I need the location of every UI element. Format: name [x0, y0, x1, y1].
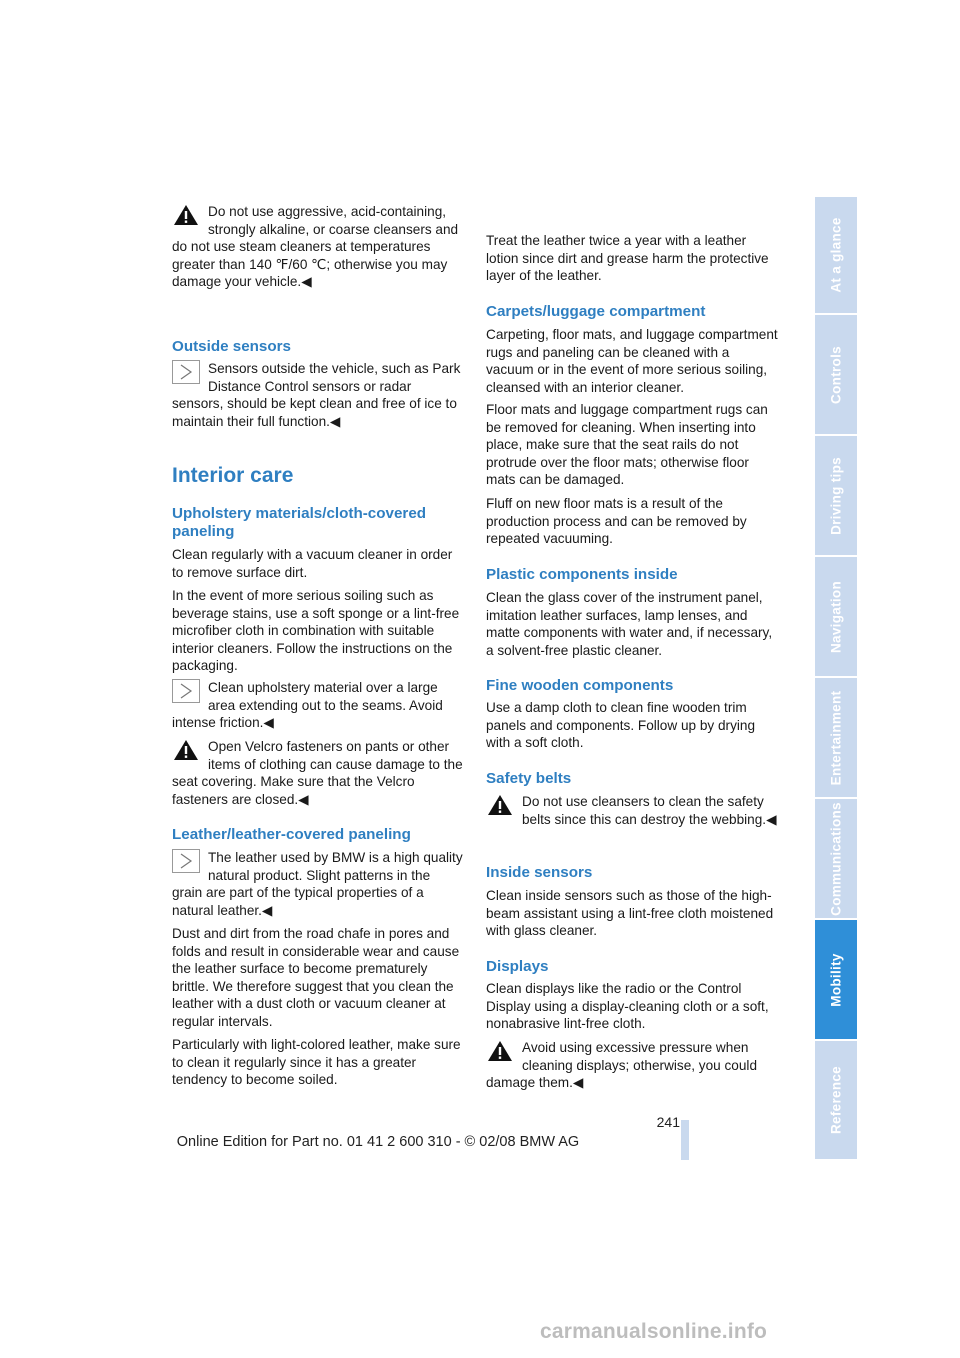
warning-text: Open Velcro fasteners on pants or other items of clothing can cause damage to the seat covering. Make sure that the Velcro fasteners are closed.◀: [172, 739, 463, 807]
note-icon: [172, 679, 200, 703]
warning-displays: [486, 1039, 778, 1092]
heading-displays: Displays: [486, 958, 549, 975]
note-icon: [172, 849, 200, 873]
warning-icon: [486, 1039, 514, 1063]
heading-leather: Leather/leather-covered paneling: [172, 826, 411, 843]
tab-driving-tips[interactable]: Driving tips: [815, 436, 857, 555]
warning-icon: [486, 793, 514, 817]
warning-velcro: [172, 738, 464, 808]
note-text: Sensors outside the vehicle, such as Park Distance Control sensors or radar sensors, should be kept clean and free of ice to maintain their full function.◀: [172, 361, 461, 429]
paragraph-upholstery-2: In the event of more serious soiling such as beverage stains, use a soft sponge or a lint-free microfiber cloth in combination with suitable interior cleaners. Follow the instructions on the packaging.: [172, 588, 460, 674]
heading-carpets: Carpets/luggage compartment: [486, 303, 706, 320]
paragraph-upholstery-1: Clean regularly with a vacuum cleaner in order to remove surface dirt.: [172, 547, 453, 580]
heading-outside-sensors: Outside sensors: [172, 338, 292, 355]
note-upholstery: [172, 679, 464, 732]
heading-upholstery: Upholstery materials/cloth-covered paneling: [172, 505, 427, 540]
note-icon: [172, 360, 200, 384]
paragraph-inside-sensors: Clean inside sensors such as those of the high-beam assistant using a lint-free cloth moistened with glass cleaner.: [486, 888, 774, 939]
warning-cleansers: [172, 203, 464, 291]
note-text: Clean upholstery material over a large area extending out to the seams. Avoid intense friction.◀: [172, 680, 443, 731]
warning-icon: [172, 738, 200, 762]
warning-icon: [172, 203, 200, 227]
footer-text: Online Edition for Part no. 01 41 2 600 310 - © 02/08 BMW AG: [176, 1134, 580, 1150]
heading-inside-sensors: Inside sensors: [486, 864, 593, 881]
tab-reference[interactable]: Reference: [815, 1041, 857, 1159]
heading-safety-belts: Safety belts: [486, 770, 572, 787]
tab-mobility[interactable]: Mobility: [815, 920, 857, 1039]
paragraph-displays: Clean displays like the radio or the Control Display using a display-cleaning cloth or a soft, nonabrasive lint-free cloth.: [486, 981, 769, 1032]
tab-at-a-glance[interactable]: At a glance: [815, 197, 857, 313]
paragraph-carpets-1: Carpeting, floor mats, and luggage compartment rugs and paneling can be cleaned with a vacuum or in the event of more serious soiling, cleansed with an interior cleaner.: [486, 327, 778, 395]
warning-belts: [486, 793, 778, 828]
warning-text: Do not use aggressive, acid-containing, strongly alkaline, or coarse cleansers and do not use steam cleaners at temperatures greater than 140 ℉/60 ℃; otherwise you may damage your vehicle.◀: [172, 204, 459, 290]
paragraph-leather-2: Particularly with light-colored leather, make sure to clean it regularly since it has a greater tendency to become soiled.: [172, 1037, 461, 1088]
paragraph-carpets-2: Floor mats and luggage compartment rugs can be removed for cleaning. When inserting into place, make sure that the seat rails do not protrude over the floor mats; otherwise floor mats can be damaged.: [486, 402, 768, 488]
tab-communications[interactable]: Communications: [815, 799, 857, 918]
note-outside-sensors: [172, 360, 464, 430]
heading-plastic: Plastic components inside: [486, 566, 678, 583]
note-leather: [172, 849, 464, 919]
warning-text: Avoid using excessive pressure when cleaning displays; otherwise, you could damage them.◀: [486, 1040, 758, 1091]
tab-controls[interactable]: Controls: [815, 315, 857, 434]
heading-interior-care: Interior care: [172, 464, 294, 487]
paragraph-carpets-3: Fluff on new floor mats is a result of the production process and can be removed by repeated vacuuming.: [486, 496, 747, 547]
paragraph-plastic: Clean the glass cover of the instrument panel, imitation leather surfaces, lamp lenses, and matte components with water and, if necessary, a solvent-free plastic cleaner.: [486, 590, 773, 658]
paragraph-leather-1: Dust and dirt from the road chafe in pores and folds and result in considerable wear and cause the leather surface to become prematurely brittle. We therefore suggest that you clean the leather with a dust cloth or vacuum cleaner at regular intervals.: [172, 926, 460, 1029]
paragraph-leather-3: Treat the leather twice a year with a leather lotion since dirt and grease harm the protective layer of the leather.: [486, 233, 769, 284]
watermark: carmanualsonline.info: [540, 1320, 768, 1343]
footer-edition: [0, 1134, 960, 1150]
page-number: 241: [656, 1114, 680, 1130]
warning-text: Do not use cleansers to clean the safety belts since this can destroy the webbing.◀: [522, 794, 777, 827]
note-text: The leather used by BMW is a high quality natural product. Slight patterns in the grain are part of the typical properties of a natural leather.◀: [172, 850, 463, 918]
heading-wood: Fine wooden components: [486, 677, 674, 694]
paragraph-wood: Use a damp cloth to clean fine wooden trim panels and components. Follow up by drying with a soft cloth.: [486, 700, 756, 751]
tab-navigation[interactable]: Navigation: [815, 557, 857, 676]
tab-entertainment[interactable]: Entertainment: [815, 678, 857, 797]
